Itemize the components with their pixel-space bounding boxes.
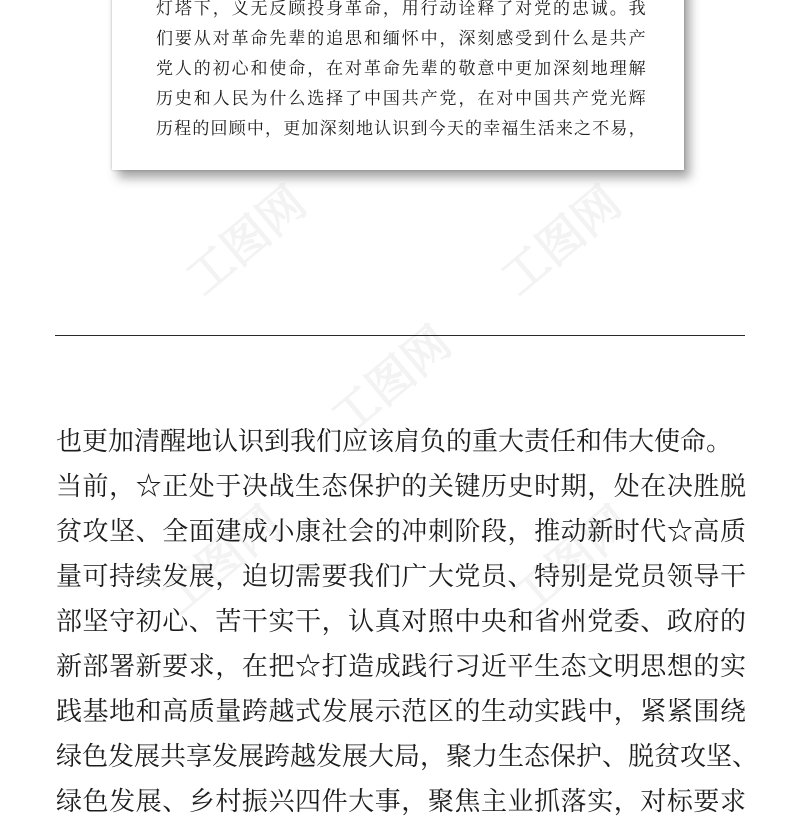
watermark: 工图网 bbox=[490, 175, 632, 306]
body-line: 当前，☆正处于决战生态保护的关键历史时期，处在决胜脱 bbox=[56, 472, 746, 502]
quote-card bbox=[112, 0, 684, 170]
card-line: 历史和人民为什么选择了中国共产党，在对中国共产党光辉 bbox=[156, 89, 646, 109]
body-paragraph bbox=[56, 420, 759, 825]
card-line: 们要从对革命先辈的追思和缅怀中，深刻感受到什么是共产 bbox=[156, 29, 646, 49]
body-line: 践基地和高质量跨越式发展示范区的生动实践中，紧紧围绕 bbox=[56, 697, 746, 727]
body-line: 部坚守初心、苦干实干，认真对照中央和省州党委、政府的 bbox=[56, 607, 746, 637]
watermark: 工图网 bbox=[150, 495, 292, 626]
card-line: 灯塔下，义无反顾投身革命，用行动诠释了对党的忠诚。我 bbox=[156, 0, 646, 19]
watermark: 工图网 bbox=[500, 495, 642, 626]
body-line: 绿色发展、乡村振兴四件大事，聚焦主业抓落实，对标要求 bbox=[56, 787, 746, 817]
body-line: 量可持续发展，迫切需要我们广大党员、特别是党员领导干 bbox=[56, 562, 746, 592]
card-line: 历程的回顾中，更加深刻地认识到今天的幸福生活来之不易， bbox=[156, 119, 646, 139]
body-line: 新部署新要求，在把☆打造成践行习近平生态文明思想的实 bbox=[56, 652, 746, 682]
body-line: 也更加清醒地认识到我们应该肩负的重大责任和伟大使命。 bbox=[56, 427, 733, 457]
card-line: 党人的初心和使命，在对革命先辈的敬意中更加深刻地理解 bbox=[156, 59, 646, 79]
section-divider bbox=[55, 335, 745, 336]
body-line: 绿色发展共享发展跨越发展大局，聚力生态保护、脱贫攻坚、 bbox=[56, 742, 759, 772]
watermark: 工图网 bbox=[175, 175, 317, 306]
card-paragraph bbox=[156, 0, 646, 144]
watermark: 工图网 bbox=[320, 315, 462, 446]
body-line: 贫攻坚、全面建成小康社会的冲刺阶段，推动新时代☆高质 bbox=[56, 517, 746, 547]
